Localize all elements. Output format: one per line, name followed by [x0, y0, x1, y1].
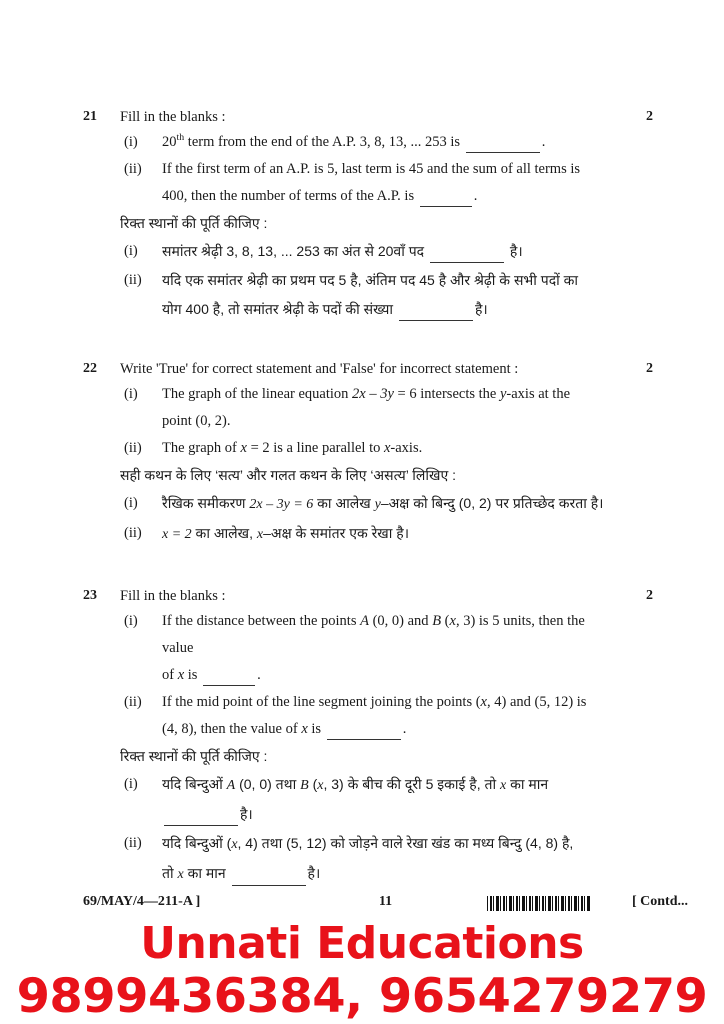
item-line-1: [162, 829, 617, 859]
item-text-part: का मान: [183, 865, 230, 881]
equation-term: 3y: [380, 386, 394, 402]
item-text-part: (0, 0) and: [368, 613, 433, 629]
answer-blank[interactable]: [203, 674, 255, 686]
item-text-part: योग 400 है, तो समांतर श्रेढ़ी के पदों की संख्या: [162, 301, 397, 317]
roman-label-i: (i): [124, 134, 138, 150]
equation-variable: x: [301, 721, 308, 737]
question-21-hindi-heading: रिक्त स्थानों की पूर्ति कीजिए :: [120, 215, 268, 231]
item-text-part: –अक्ष को बिन्दु (0, 2) पर प्रतिच्छेद करता है।: [380, 495, 604, 511]
item-text-part: is: [307, 721, 325, 737]
item-text-part: = 2 is a line parallel to: [246, 440, 384, 456]
answer-blank[interactable]: [164, 814, 238, 826]
question-23-english-heading: Fill in the blanks :: [120, 588, 226, 604]
item-text-part: 400, then the number of terms of the A.P. is: [162, 188, 418, 204]
roman-label-i: (i): [124, 776, 138, 792]
item-text-part: , 3) is 5 units, then the value: [162, 613, 585, 656]
equation-variable: x: [177, 667, 185, 683]
item-text: [162, 525, 409, 541]
answer-blank[interactable]: [466, 141, 540, 153]
item-text-part: (4, 8), then the value of: [162, 721, 302, 737]
item-line-1: [162, 381, 617, 408]
item-text-tail: है।: [506, 243, 523, 259]
watermark-organization-name: Unnati Educations: [140, 918, 584, 969]
equation-variable: x: [480, 694, 487, 710]
question-21-english-heading: Fill in the blanks :: [120, 109, 226, 125]
item-text-part: , 4) and (5, 12) is: [486, 694, 587, 710]
question-21-number: 21: [83, 109, 97, 124]
question-23-english-item-i: [124, 608, 653, 689]
roman-label-i: (i): [124, 386, 138, 402]
question-22-hindi-item-ii: [124, 519, 653, 549]
question-block-22: [83, 357, 653, 549]
answer-blank[interactable]: [327, 728, 401, 740]
item-text-part: तो: [162, 865, 178, 881]
item-text-part: 20: [162, 134, 177, 150]
item-text-tail: .: [541, 134, 546, 150]
question-21-marks: 2: [646, 109, 653, 124]
question-21-english-item-ii: [124, 156, 653, 210]
item-text: [162, 440, 422, 456]
item-text-part: (: [308, 776, 318, 792]
item-text-tail: .: [402, 721, 407, 737]
item-text: [162, 243, 523, 259]
answer-blank[interactable]: [232, 874, 306, 886]
answer-blank[interactable]: [399, 309, 473, 321]
item-text-part: The graph of: [162, 440, 241, 456]
barcode-icon: [487, 896, 591, 911]
item-line-2: point (0, 2).: [162, 413, 231, 429]
item-text: [162, 495, 603, 511]
roman-label-ii: (ii): [124, 835, 142, 851]
answer-blank[interactable]: [420, 195, 472, 207]
roman-label-ii: (ii): [124, 440, 142, 456]
item-text-part: intersects the: [416, 386, 500, 402]
question-22-english-item-ii: [124, 435, 653, 462]
axis-variable: x: [383, 440, 391, 456]
watermark-phone-numbers: 9899436384, 9654279279: [16, 969, 708, 1024]
item-text-tail: .: [473, 188, 478, 204]
question-21-english-item-i: [124, 129, 653, 156]
item-text-part: -axis.: [390, 440, 423, 456]
question-22-marks: 2: [646, 361, 653, 376]
item-line-2: [162, 295, 617, 324]
question-23-hindi-item-i: [124, 770, 653, 829]
axis-variable: y: [499, 386, 507, 402]
item-line-2: [162, 800, 617, 829]
roman-label-i: (i): [124, 495, 138, 511]
equation-variable: x: [240, 440, 247, 456]
roman-label-ii: (ii): [124, 694, 142, 710]
roman-label-ii: (ii): [124, 525, 142, 541]
question-22-number: 22: [83, 361, 97, 376]
item-text-part: , 3) के बीच की दूरी 5 इकाई है, तो: [323, 776, 500, 792]
question-23-marks: 2: [646, 588, 653, 603]
item-text-part: If the distance between the points: [162, 613, 361, 629]
item-text-part: (: [441, 613, 450, 629]
item-text-tail: है।: [307, 865, 321, 881]
item-text-part: -axis at the: [506, 386, 571, 402]
equation-variable: x: [499, 778, 507, 793]
point-label-b: B: [432, 613, 442, 629]
equation-term: 2x: [352, 386, 366, 402]
point-label-b: B: [300, 778, 309, 793]
question-23-hindi-item-ii: [124, 829, 653, 889]
item-text-part: is: [184, 667, 202, 683]
roman-label-ii: (ii): [124, 161, 142, 177]
question-23-number: 23: [83, 588, 97, 603]
item-text-tail: है।: [474, 301, 488, 317]
item-line-2: [162, 662, 617, 689]
equation-term: 2x – 3y = 6: [249, 497, 314, 512]
item-text-part: यदि बिन्दुओं: [162, 776, 227, 792]
item-text-part: The graph of the linear equation: [162, 386, 353, 402]
footer-paper-code: 69/MAY/4—211-A ]: [83, 894, 201, 909]
equation-variable: x: [231, 837, 238, 852]
roman-label-ii: (ii): [124, 272, 142, 288]
point-label-a: A: [360, 613, 369, 629]
question-21-hindi-item-ii: [124, 266, 653, 324]
equation-rhs: = 6: [393, 386, 417, 402]
question-23-header: [83, 584, 653, 608]
item-text-tail: है।: [240, 806, 253, 822]
footer-contd-label: [ Contd...: [631, 894, 688, 909]
question-21-header: [83, 105, 653, 129]
question-21-hindi-item-i: [124, 237, 653, 266]
item-line-1: [162, 770, 617, 800]
item-text-part: –अक्ष के समांतर एक रेखा है।: [263, 525, 410, 541]
footer-page-number: 11: [378, 894, 393, 909]
item-text-part: term from the end of the A.P. 3, 8, 13, ... 253 is: [184, 134, 464, 150]
item-text-part: का आलेख,: [191, 525, 257, 541]
item-text-part: रैखिक समीकरण: [162, 495, 250, 511]
item-text-part: समांतर श्रेढ़ी 3, 8, 13, ... 253 का अंत से 20वाँ पद: [162, 243, 428, 259]
question-block-21: [83, 105, 653, 324]
item-text-part: (0, 0) तथा: [235, 776, 301, 792]
question-22-header: [83, 357, 653, 381]
page-footer: [83, 894, 688, 914]
axis-variable: x: [256, 527, 264, 542]
item-line-1: [162, 689, 617, 716]
ordinal-superscript: th: [176, 132, 185, 144]
item-text-part: का आलेख: [313, 495, 375, 511]
item-text-part: If the mid point of the line segment joining the points (: [162, 694, 481, 710]
item-text-part: यदि बिन्दुओं (: [162, 835, 232, 851]
item-text: [162, 134, 545, 150]
item-text-part: of: [162, 667, 178, 683]
question-22-hindi-item-i: [124, 489, 653, 519]
point-label-a: A: [226, 778, 236, 793]
item-line-1: If the first term of an A.P. is 5, last term is 45 and the sum of all terms is: [162, 161, 581, 177]
roman-label-i: (i): [124, 243, 138, 259]
item-line-1: [162, 608, 617, 662]
equation-variable: x: [317, 778, 324, 793]
item-text-tail: .: [257, 667, 261, 683]
axis-variable: y: [374, 497, 381, 512]
question-block-23: [83, 584, 653, 889]
item-text-part: का मान: [506, 776, 549, 792]
question-22-english-item-i: [124, 381, 653, 435]
item-line-2: [162, 716, 617, 743]
equation-variable: x: [177, 867, 184, 882]
question-22-english-heading: Write 'True' for correct statement and 'False' for incorrect statement :: [120, 361, 519, 377]
roman-label-i: (i): [124, 613, 138, 629]
item-line-2: [162, 859, 617, 889]
item-line-1: यदि एक समांतर श्रेढ़ी का प्रथम पद 5 है, अंतिम पद 45 है और श्रेढ़ी के सभी पदों का: [162, 272, 579, 288]
question-23-hindi-heading: रिक्त स्थानों की पूर्ति कीजिए :: [120, 748, 268, 764]
question-23-english-item-ii: [124, 689, 653, 743]
equation-variable: x: [449, 613, 456, 629]
answer-blank[interactable]: [430, 251, 504, 263]
item-text-part: , 4) तथा (5, 12) को जोड़ने वाले रेखा खंड का मध्य बिन्दु (4, 8) है,: [237, 835, 574, 851]
question-22-hindi-heading: सही कथन के लिए ‘सत्य’ और गलत कथन के लिए ‘असत्य’ लिखिए :: [120, 467, 456, 483]
item-line-2: [162, 183, 617, 210]
equation-operator: –: [365, 386, 381, 402]
equation-term: x = 2: [162, 527, 192, 542]
